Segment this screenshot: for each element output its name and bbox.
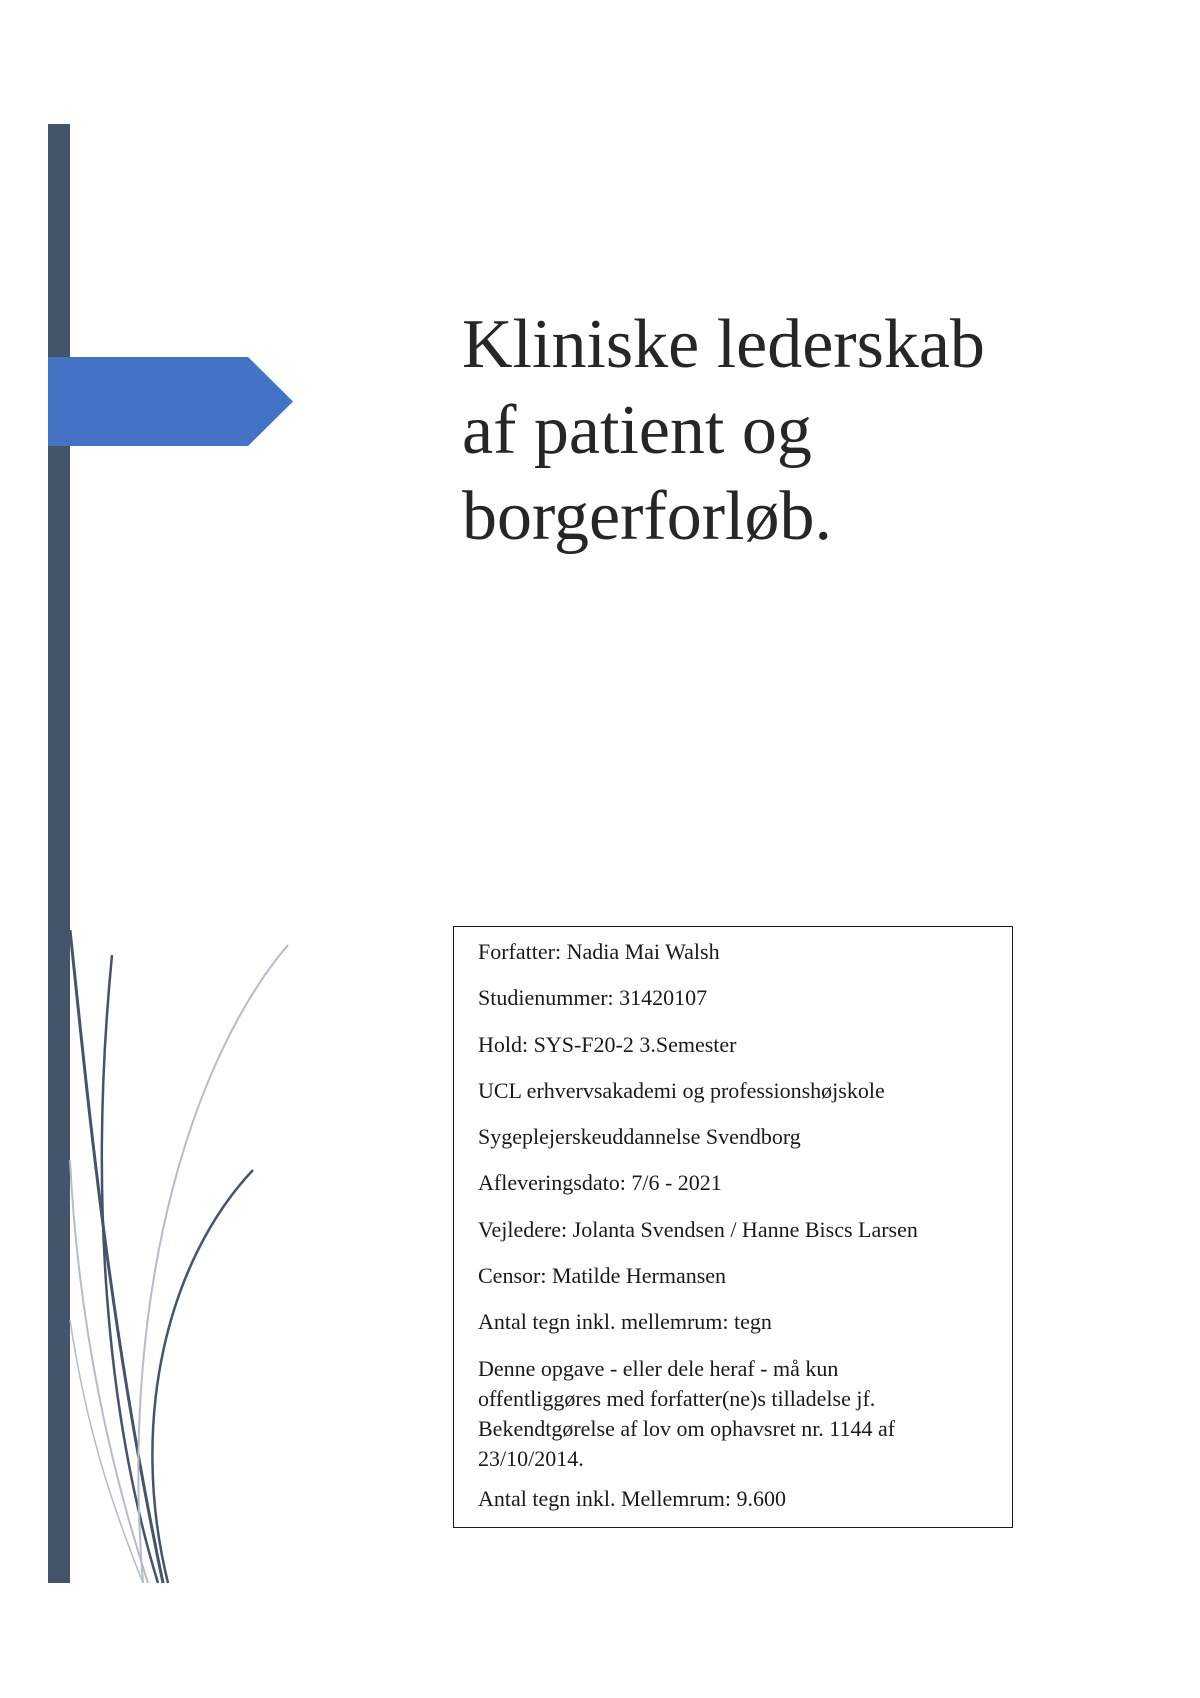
char-count-line: Antal tegn inkl. Mellemrum: 9.600 — [478, 1485, 786, 1511]
student-number-line: Studienummer: 31420107 — [478, 985, 708, 1011]
program-line: Sygeplejerskeuddannelse Svendborg — [478, 1124, 801, 1150]
title-line-3: borgerforløb. — [462, 478, 832, 555]
document-title — [462, 302, 1102, 560]
supervisors-line: Vejledere: Jolanta Svendsen / Hanne Biscs Larsen — [478, 1216, 918, 1242]
notice-line: 23/10/2014. — [478, 1445, 584, 1471]
notice-line: Bekendtgørelse af lov om ophavsret nr. 1144 af — [478, 1415, 896, 1441]
team-line: Hold: SYS-F20-2 3.Semester — [478, 1031, 737, 1057]
notice-line: offentliggøres med forfatter(ne)s tilladelse jf. — [478, 1385, 876, 1411]
notice-line: Denne opgave - eller dele heraf - må kun — [478, 1355, 839, 1381]
title-line-2: af patient og — [462, 392, 812, 469]
title-line-1: Kliniske lederskab — [462, 306, 985, 383]
info-box — [453, 926, 1013, 1528]
char-count-blank-line: Antal tegn inkl. mellemrum: tegn — [478, 1309, 772, 1335]
decorative-swoosh-lines — [48, 900, 308, 1590]
institution-line: UCL erhvervsakademi og professionshøjskole — [478, 1077, 885, 1103]
submission-date-line: Afleveringsdato: 7/6 - 2021 — [478, 1170, 722, 1196]
censor-line: Censor: Matilde Hermansen — [478, 1263, 727, 1289]
author-line: Forfatter: Nadia Mai Walsh — [478, 939, 720, 964]
decorative-arrow-tab — [48, 357, 293, 446]
copyright-notice — [478, 1354, 988, 1474]
